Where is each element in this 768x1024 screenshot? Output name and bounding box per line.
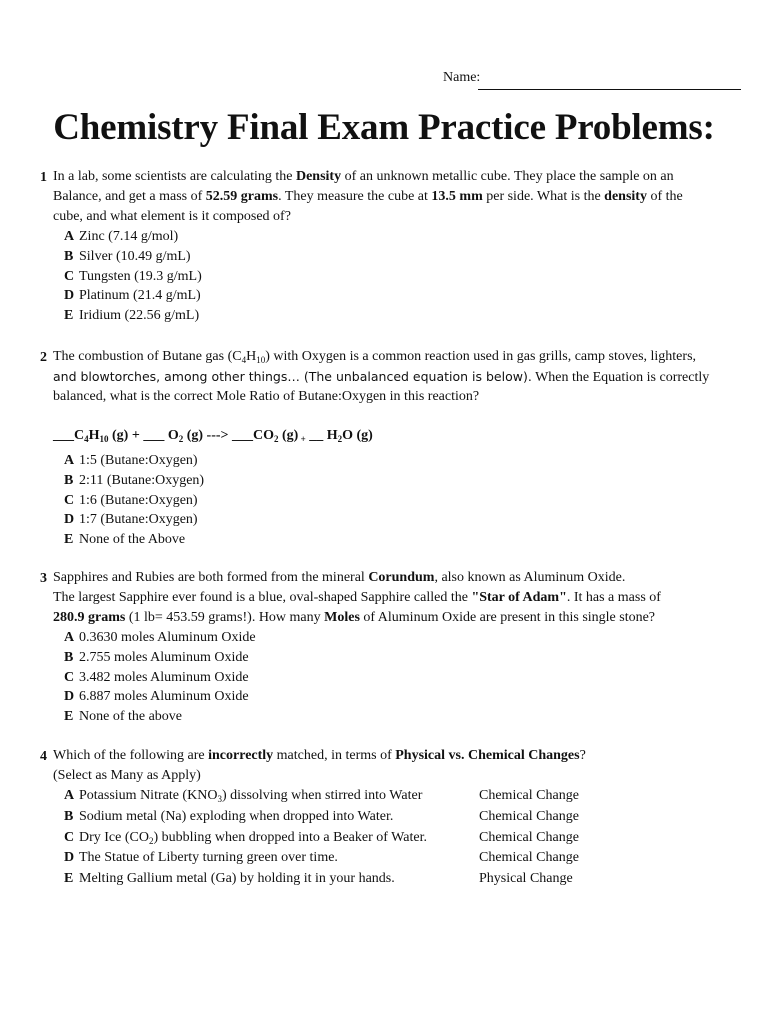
option-text: 2.755 moles Aluminum Oxide xyxy=(79,649,249,665)
question-1-number: 1 xyxy=(40,170,47,185)
option-letter: B xyxy=(64,472,74,488)
q2-text: When the Equation is correctly xyxy=(531,370,710,385)
option-text: 3.482 moles Aluminum Oxide xyxy=(79,669,249,685)
equation-part: (g) xyxy=(278,428,299,443)
equation-part: O (g) xyxy=(342,428,373,443)
option-letter: D xyxy=(64,288,75,304)
option-text: Zinc (7.14 g/mol) xyxy=(79,229,179,244)
q3-text: . It has a mass of xyxy=(566,590,661,605)
option-text: Dry Ice (CO xyxy=(79,829,149,845)
option-text: Platinum (21.4 g/mL) xyxy=(79,288,201,304)
answer-option[interactable] xyxy=(64,869,427,890)
answer-option[interactable] xyxy=(64,628,256,648)
question-1-options xyxy=(64,227,202,326)
q4-instruction: (Select as Many as Apply) xyxy=(53,768,201,783)
q3-term-corundum: Corundum xyxy=(368,570,435,585)
question-4-text xyxy=(53,746,753,786)
q1-text: Balance, and get a mass of xyxy=(53,189,206,204)
q1-term-density: Density xyxy=(295,169,342,184)
name-label: Name: xyxy=(443,70,481,85)
option-letter: C xyxy=(64,669,75,685)
q3-term-moles: Moles xyxy=(324,610,360,625)
option-text: 1:6 (Butane:Oxygen) xyxy=(79,492,198,508)
option-text: Tungsten (19.3 g/mL) xyxy=(79,268,202,284)
q2-text: The combustion of Butane gas (C xyxy=(53,349,242,364)
subscript: 3 xyxy=(217,794,222,804)
option-letter: D xyxy=(64,512,75,528)
subscript: 2 xyxy=(148,835,154,846)
equation-part: ___C xyxy=(53,428,85,443)
question-4-number: 4 xyxy=(40,749,47,764)
option-letter: E xyxy=(64,532,74,548)
question-2-number: 2 xyxy=(40,350,47,365)
match-label: Chemical Change xyxy=(479,808,579,824)
unbalanced-equation xyxy=(53,428,373,444)
equation-part: __ H xyxy=(305,428,338,443)
option-letter: D xyxy=(64,850,75,866)
q3-text: The largest Sapphire ever found is a blue, oval-shaped Sapphire called the xyxy=(53,590,472,605)
option-letter: C xyxy=(64,268,75,284)
option-letter: A xyxy=(64,453,75,468)
q2-text: and blowtorches, among other things… (The unbalanced equation is below). xyxy=(53,369,532,384)
subscript: 10 xyxy=(99,434,109,444)
subscript: 2 xyxy=(337,434,343,444)
q3-text: , also known as Aluminum Oxide. xyxy=(434,570,626,585)
answer-option[interactable] xyxy=(64,848,427,869)
option-letter: E xyxy=(64,308,74,324)
answer-option[interactable] xyxy=(64,687,256,707)
option-letter: A xyxy=(64,630,75,645)
q3-term-star-of-adam: "Star of Adam" xyxy=(471,590,567,605)
q4-term-changes: Physical vs. Chemical Changes xyxy=(395,748,580,763)
q3-text: of Aluminum Oxide are present in this single stone? xyxy=(359,610,656,625)
name-blank-line[interactable] xyxy=(478,89,741,90)
option-letter: D xyxy=(64,689,75,705)
option-text: The Statue of Liberty turning green over time. xyxy=(79,850,338,866)
option-text: ) dissolving when stirred into Water xyxy=(221,788,423,803)
q4-term-incorrectly: incorrectly xyxy=(208,748,274,763)
equation-part: (g) + ___ O xyxy=(108,428,179,443)
subscript: 4 xyxy=(84,434,89,444)
option-text: Sodium metal (Na) exploding when dropped into Water. xyxy=(79,808,394,824)
option-text: 6.887 moles Aluminum Oxide xyxy=(79,689,249,705)
answer-option[interactable] xyxy=(64,807,427,828)
option-text: 0.3630 moles Aluminum Oxide xyxy=(79,630,256,645)
option-letter: C xyxy=(64,829,75,845)
question-4-options xyxy=(64,786,427,890)
option-letter: B xyxy=(64,649,74,665)
answer-option[interactable] xyxy=(64,707,256,727)
question-2-options xyxy=(64,451,204,550)
option-text: Melting Gallium metal (Ga) by holding it in your hands. xyxy=(79,871,395,887)
question-3-text xyxy=(53,568,753,628)
match-label: Chemical Change xyxy=(479,788,579,803)
question-3-options xyxy=(64,628,256,727)
q4-text: Which of the following are xyxy=(53,748,209,763)
answer-option[interactable] xyxy=(64,648,256,668)
option-text: 1:7 (Butane:Oxygen) xyxy=(79,512,198,528)
q1-text: of the xyxy=(646,189,683,204)
q3-text: Sapphires and Rubies are both formed from the mineral xyxy=(53,570,369,585)
q1-text: of an unknown metallic cube. They place the sample on an xyxy=(341,169,674,184)
answer-option[interactable] xyxy=(64,530,204,550)
answer-option[interactable] xyxy=(64,451,204,471)
answer-option[interactable] xyxy=(64,786,427,807)
option-letter: B xyxy=(64,808,74,824)
q2-text: balanced, what is the correct Mole Ratio of Butane:Oxygen in this reaction? xyxy=(53,389,480,404)
option-text: Iridium (22.56 g/mL) xyxy=(79,308,200,324)
match-label: Physical Change xyxy=(479,871,573,887)
option-text: ) bubbling when dropped into a Beaker of Water. xyxy=(153,829,427,845)
option-text: None of the Above xyxy=(79,532,186,548)
q1-mass-value: 52.59 grams xyxy=(205,189,279,204)
subscript: 4 xyxy=(241,355,247,365)
q2-text: ) with Oxygen is a common reaction used in gas grills, camp stoves, lighters, xyxy=(265,349,697,364)
question-1-text xyxy=(53,167,753,227)
q3-text: (1 lb= 453.59 grams!). How many xyxy=(125,610,325,625)
answer-option[interactable] xyxy=(64,491,204,511)
subscript: + xyxy=(298,434,306,444)
subscript: 10 xyxy=(256,355,266,365)
answer-option[interactable] xyxy=(64,286,202,306)
option-letter: E xyxy=(64,871,74,887)
answer-option[interactable] xyxy=(64,306,202,326)
answer-option[interactable] xyxy=(64,668,256,688)
option-letter: B xyxy=(64,248,74,264)
question-3-number: 3 xyxy=(40,571,47,586)
answer-option[interactable] xyxy=(64,471,204,491)
answer-option[interactable] xyxy=(64,227,202,247)
q1-term-density: density xyxy=(604,189,647,204)
option-letter: A xyxy=(64,788,75,803)
q1-text: . They measure the cube at xyxy=(278,189,432,204)
option-text: Silver (10.49 g/mL) xyxy=(79,248,191,264)
q1-text: In a lab, some scientists are calculating the xyxy=(53,169,296,184)
q4-text: matched, in terms of xyxy=(273,748,396,763)
option-letter: E xyxy=(64,709,74,725)
match-label: Chemical Change xyxy=(479,850,579,866)
answer-option[interactable] xyxy=(64,247,202,267)
page-title: Chemistry Final Exam Practice Problems: xyxy=(53,107,715,148)
answer-option[interactable] xyxy=(64,267,202,287)
option-letter: C xyxy=(64,492,75,508)
q1-text: per side. What is the xyxy=(482,189,605,204)
subscript: 2 xyxy=(274,434,279,444)
equation-part: H xyxy=(88,428,100,443)
option-letter: A xyxy=(64,229,75,244)
option-text: Potassium Nitrate (KNO xyxy=(79,788,218,803)
equation-part: (g) ---> ___CO xyxy=(183,428,275,443)
q2-text: H xyxy=(246,349,257,364)
option-text: None of the above xyxy=(79,709,183,725)
question-2-text xyxy=(53,347,753,407)
option-text: 1:5 (Butane:Oxygen) xyxy=(79,453,198,468)
answer-option[interactable] xyxy=(64,510,204,530)
subscript: 2 xyxy=(178,434,184,444)
question-4-match-column xyxy=(479,786,579,890)
q4-text: ? xyxy=(579,748,586,763)
q3-mass-value: 280.9 grams xyxy=(53,610,126,625)
answer-option[interactable] xyxy=(64,828,427,849)
option-text: 2:11 (Butane:Oxygen) xyxy=(79,472,205,488)
q1-side-value: 13.5 mm xyxy=(431,189,483,204)
match-label: Chemical Change xyxy=(479,829,579,845)
q1-text: cube, and what element is it composed of? xyxy=(53,209,291,224)
